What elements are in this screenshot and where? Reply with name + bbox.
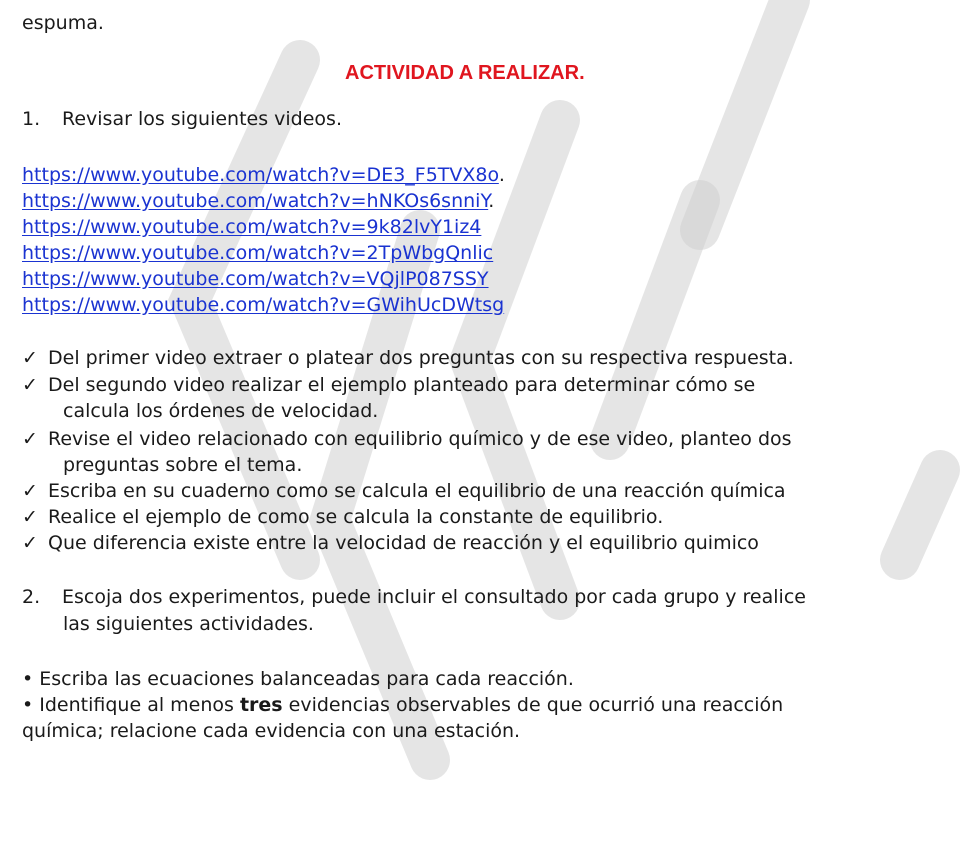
video-link-row-2 bbox=[22, 188, 494, 214]
video-link-3[interactable]: https://www.youtube.com/watch?v=9k82lvY1iz4 bbox=[22, 216, 482, 238]
video-link-5[interactable]: https://www.youtube.com/watch?v=VQjlP087SSY bbox=[22, 268, 489, 290]
bullet-item bbox=[22, 692, 783, 718]
bullet-icon: • bbox=[22, 668, 34, 690]
step-1-text: Revisar los siguientes videos. bbox=[62, 108, 342, 130]
bullet-text: Escriba las ecuaciones balanceadas para cada reacción. bbox=[39, 668, 574, 690]
checklist-text: Del segundo video realizar el ejemplo planteado para determinar cómo se bbox=[48, 374, 756, 396]
checklist-text: Que diferencia existe entre la velocidad de reacción y el equilibrio quimico bbox=[48, 532, 759, 554]
checklist-item bbox=[22, 345, 794, 371]
bullet-item bbox=[22, 666, 574, 692]
checkmark-icon: ✓ bbox=[22, 480, 38, 502]
step-1-number: 1. bbox=[22, 108, 41, 130]
step-2-number: 2. bbox=[22, 586, 41, 608]
video-link-4[interactable]: https://www.youtube.com/watch?v=2TpWbgQnlic bbox=[22, 242, 494, 264]
step-2 bbox=[22, 584, 806, 610]
checkmark-icon: ✓ bbox=[22, 374, 38, 396]
video-link-row-3 bbox=[22, 214, 481, 240]
bullet-text-end: evidencias observables de que ocurrió una reacción bbox=[282, 694, 784, 716]
step-2-continuation: las siguientes actividades. bbox=[63, 613, 314, 635]
link-2-punct: . bbox=[488, 190, 495, 212]
bullet-emphasis: tres bbox=[239, 694, 283, 716]
intro-tail-text: espuma. bbox=[22, 12, 104, 34]
bullet-continuation: química; relacione cada evidencia con una estación. bbox=[22, 720, 521, 742]
checklist-text: Del primer video extraer o platear dos preguntas con su respectiva respuesta. bbox=[48, 347, 794, 369]
video-link-1[interactable]: https://www.youtube.com/watch?v=DE3_F5TVX8o bbox=[22, 164, 499, 186]
step-1 bbox=[22, 106, 342, 132]
checklist-continuation: preguntas sobre el tema. bbox=[63, 454, 303, 476]
link-1-punct: . bbox=[498, 164, 505, 186]
video-link-row-1 bbox=[22, 162, 505, 188]
checklist-continuation: calcula los órdenes de velocidad. bbox=[63, 400, 379, 422]
checkmark-icon: ✓ bbox=[22, 428, 38, 450]
checkmark-icon: ✓ bbox=[22, 532, 38, 554]
video-link-row-5 bbox=[22, 266, 489, 292]
checklist-item bbox=[22, 478, 786, 504]
step-2-text: Escoja dos experimentos, puede incluir el consultado por cada grupo y realice bbox=[62, 586, 806, 608]
checkmark-icon: ✓ bbox=[22, 506, 38, 528]
checkmark-icon: ✓ bbox=[22, 347, 38, 369]
checklist-item bbox=[22, 372, 755, 398]
checklist-text: Escriba en su cuaderno como se calcula el equilibrio de una reacción química bbox=[48, 480, 786, 502]
checklist-text: Revise el video relacionado con equilibrio químico y de ese video, planteo dos bbox=[48, 428, 792, 450]
video-link-row-6 bbox=[22, 292, 504, 318]
video-link-6[interactable]: https://www.youtube.com/watch?v=GWihUcDWtsg bbox=[22, 294, 505, 316]
bullet-icon: • bbox=[22, 694, 34, 716]
video-link-2[interactable]: https://www.youtube.com/watch?v=hNKOs6snniY bbox=[22, 190, 489, 212]
section-heading: ACTIVIDAD A REALIZAR. bbox=[345, 62, 585, 84]
checklist-item bbox=[22, 504, 663, 530]
checklist-text: Realice el ejemplo de como se calcula la constante de equilibrio. bbox=[48, 506, 664, 528]
bullet-text-start: Identifique al menos bbox=[39, 694, 240, 716]
checklist-item bbox=[22, 426, 792, 452]
checklist-item bbox=[22, 530, 759, 556]
video-link-row-4 bbox=[22, 240, 493, 266]
